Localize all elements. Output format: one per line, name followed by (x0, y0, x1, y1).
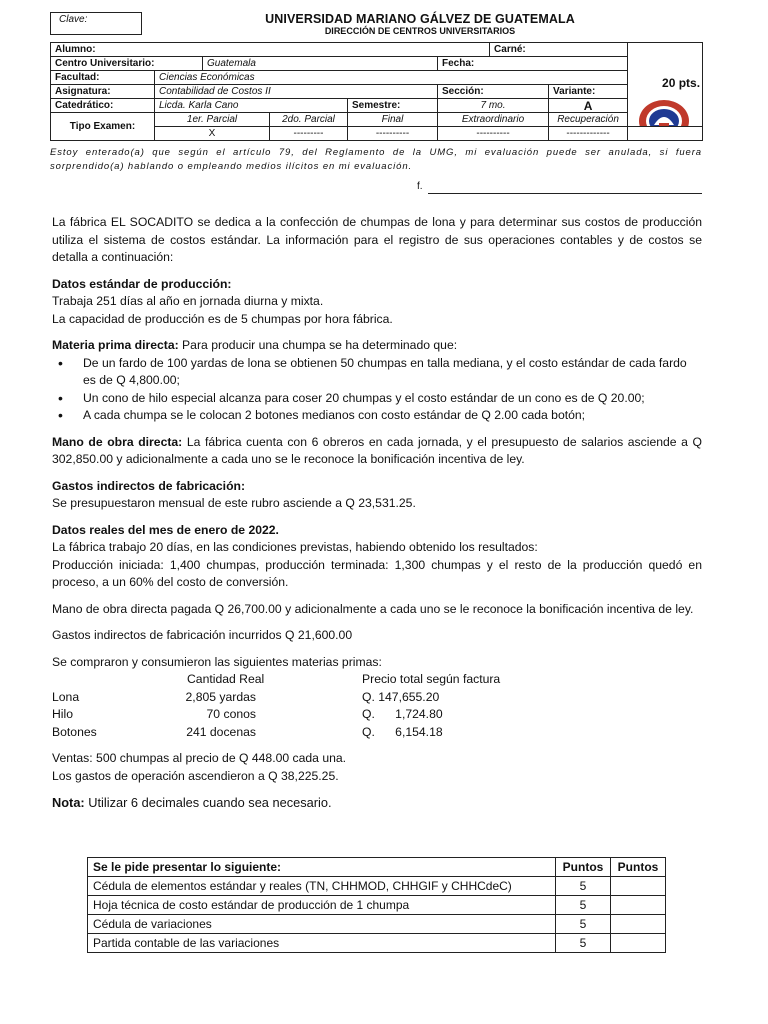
catedratico-value: Licda. Karla Cano (155, 99, 348, 113)
tasks-table (87, 857, 666, 953)
mark-recuperacion[interactable]: ------------- (549, 127, 628, 141)
real-line2: Producción iniciada: 1,400 chumpas, producción terminada: 1,300 chumpas y el resto de la producción quedó en proceso, a un 60% del costo de conversión. (52, 557, 702, 589)
mp-header-qty: Cantidad Real (187, 672, 265, 686)
clave-field[interactable] (50, 12, 142, 35)
tasks-header-points: Puntos (556, 858, 611, 877)
mp-cell: Q. 1,724.80 (362, 707, 443, 721)
variante-label: Variante: (549, 85, 628, 99)
table-row (52, 689, 562, 707)
tipo-parcial1: 1er. Parcial (155, 113, 270, 127)
task-points: 5 (556, 877, 611, 896)
task-points: 5 (556, 896, 611, 915)
gif-real: Gastos indirectos de fabricación incurridos Q 21,600.00 (52, 628, 353, 642)
task-score-field[interactable] (611, 877, 666, 896)
variante-value: A (549, 99, 628, 113)
tipo-parcial2: 2do. Parcial (270, 113, 348, 127)
integrity-notice: Estoy enterado(a) que según el artículo 79, del Reglamento de la UMG, mi evaluación puede ser anulada, si fuera sorprendido(a) hablando o empleando medios ilícitos en mi evaluación. (50, 147, 702, 172)
clave-label: Clave: (59, 14, 88, 25)
task-score-field[interactable] (611, 896, 666, 915)
mp-bullets (52, 355, 702, 425)
facultad-label: Facultad: (51, 71, 155, 85)
table-row (52, 706, 562, 724)
centro-label: Centro Universitario: (51, 57, 203, 71)
mp-cell: Lona (52, 689, 80, 704)
task-points: 5 (556, 915, 611, 934)
list-item: • Un cono de hilo especial alcanza para coser 20 chumpas y el costo estándar de un cono es de Q 20.00; (52, 390, 702, 408)
alumno-field[interactable]: Alumno: (51, 43, 490, 57)
task-cell: Cédula de variaciones (88, 915, 556, 934)
std-line2: La capacidad de producción es de 5 chumpas por hora fábrica. (52, 311, 393, 326)
gif-text: Se presupuestaron mensual de este rubro asciende a Q 23,531.25. (52, 496, 416, 510)
asignatura-value: Contabilidad de Costos II (155, 85, 438, 99)
facultad-value: Ciencias Económicas (155, 71, 628, 85)
task-cell: Hoja técnica de costo estándar de producción de 1 chumpa (88, 896, 556, 915)
list-item: • De un fardo de 100 yardas de lona se obtienen 50 chumpas en talla mediana, y el costo estándar de cada fardo es de Q 4,800.00; (52, 355, 702, 390)
seccion-field[interactable]: Sección: (438, 85, 549, 99)
std-line1: Trabaja 251 días al año en jornada diurna y mixta. (52, 294, 324, 308)
tasks-header: Se le pide presentar lo siguiente: (88, 858, 556, 877)
mp-cell: Botones (52, 724, 97, 739)
tipo-examen-label: Tipo Examen: (51, 113, 155, 141)
compras-intro: Se compraron y consumieron las siguientes materias primas: (52, 654, 382, 669)
mp-heading: Materia prima directa: Para producir una chumpa se ha determinado que: (52, 338, 458, 352)
mp-cell: 70 conos (206, 707, 256, 721)
fecha-field[interactable]: Fecha: (438, 57, 628, 71)
table-row (88, 934, 666, 953)
std-title: Datos estándar de producción: (52, 276, 232, 291)
tasks-header-points-obtained: Puntos (611, 858, 666, 877)
mp-cell: 241 docenas (186, 724, 256, 739)
semestre-value: 7 mo. (438, 99, 549, 113)
nota-line: Nota: Utilizar 6 decimales cuando sea necesario. (52, 795, 332, 810)
mp-cell: Q. 6,154.18 (362, 724, 443, 739)
list-item: • A cada chumpa se le colocan 2 botones medianos con costo estándar de Q 2.00 cada botón; (52, 407, 702, 425)
real-line1: La fábrica trabajo 20 días, en las condiciones previstas, habiendo obtenido los resultados: (52, 540, 538, 554)
direction-subtitle: DIRECCIÓN DE CENTROS UNIVERSITARIOS (324, 26, 516, 36)
catedratico-label: Catedrático: (51, 99, 155, 113)
table-row (52, 671, 562, 689)
mark-parcial1[interactable]: X (155, 127, 270, 141)
carne-field[interactable]: Carné: (490, 43, 628, 57)
semestre-label: Semestre: (348, 99, 438, 113)
university-title: UNIVERSIDAD MARIANO GÁLVEZ DE GUATEMALA (265, 12, 575, 26)
points-seal-cell (628, 43, 703, 127)
task-score-field[interactable] (611, 934, 666, 953)
gif-title: Gastos indirectos de fabricación: (52, 478, 246, 493)
table-row (52, 724, 562, 742)
task-points: 5 (556, 934, 611, 953)
tipo-final: Final (348, 113, 438, 127)
signature-line[interactable] (428, 193, 702, 194)
centro-value: Guatemala (203, 57, 438, 71)
intro-paragraph: La fábrica EL SOCADITO se dedica a la confección de chumpas de lona y para determinar sus costos de producción utiliza el sistema de costos estándar. La información para el registro de sus operaciones contables y de costos se detalla a continuación: (52, 215, 702, 264)
task-score-field[interactable] (611, 915, 666, 934)
tipo-recuperacion: Recuperación (549, 113, 628, 127)
mp-cell: Hilo (52, 707, 73, 721)
gastos-op-line: Los gastos de operación ascendieron a Q 38,225.25. (52, 768, 339, 783)
asignatura-label: Asignatura: (51, 85, 155, 99)
student-info-table (50, 42, 703, 141)
university-seal-icon (638, 99, 690, 127)
table-row (88, 915, 666, 934)
mp-header-price: Precio total según factura (362, 672, 501, 686)
mo-paragraph: Mano de obra directa: La fábrica cuenta con 6 obreros en cada jornada, y el presupuesto de salarios asciende a Q 302,850.00 y adicionalmente a cada uno se le reconoce la bonificación incentiva de ley. (52, 434, 703, 466)
ventas-line: Ventas: 500 chumpas al precio de Q 448.00 cada una. (52, 751, 347, 765)
table-row (88, 896, 666, 915)
mark-final[interactable]: ---------- (348, 127, 438, 141)
task-cell: Cédula de elementos estándar y reales (TN, CHHMOD, CHHGIF y CHHCdeC) (88, 877, 556, 896)
real-title: Datos reales del mes de enero de 2022. (52, 522, 279, 537)
materials-table (52, 671, 562, 741)
mark-extraordinario[interactable]: ---------- (438, 127, 549, 141)
tipo-extraordinario: Extraordinario (438, 113, 549, 127)
exam-body (52, 214, 702, 812)
task-cell: Partida contable de las variaciones (88, 934, 556, 953)
seal-cell-bottom (628, 127, 703, 141)
mp-cell: Q. 147,655.20 (362, 689, 440, 704)
mark-parcial2[interactable]: --------- (270, 127, 348, 141)
mo-real: Mano de obra directa pagada Q 26,700.00 y adicionalmente a cada uno se le reconoce la bonificación incentiva de ley. (52, 601, 694, 616)
points-label: 20 pts. (662, 76, 701, 90)
signature-label: f. (417, 181, 423, 192)
mp-cell: 2,805 yardas (185, 689, 256, 704)
table-row (88, 877, 666, 896)
table-row (88, 858, 666, 877)
